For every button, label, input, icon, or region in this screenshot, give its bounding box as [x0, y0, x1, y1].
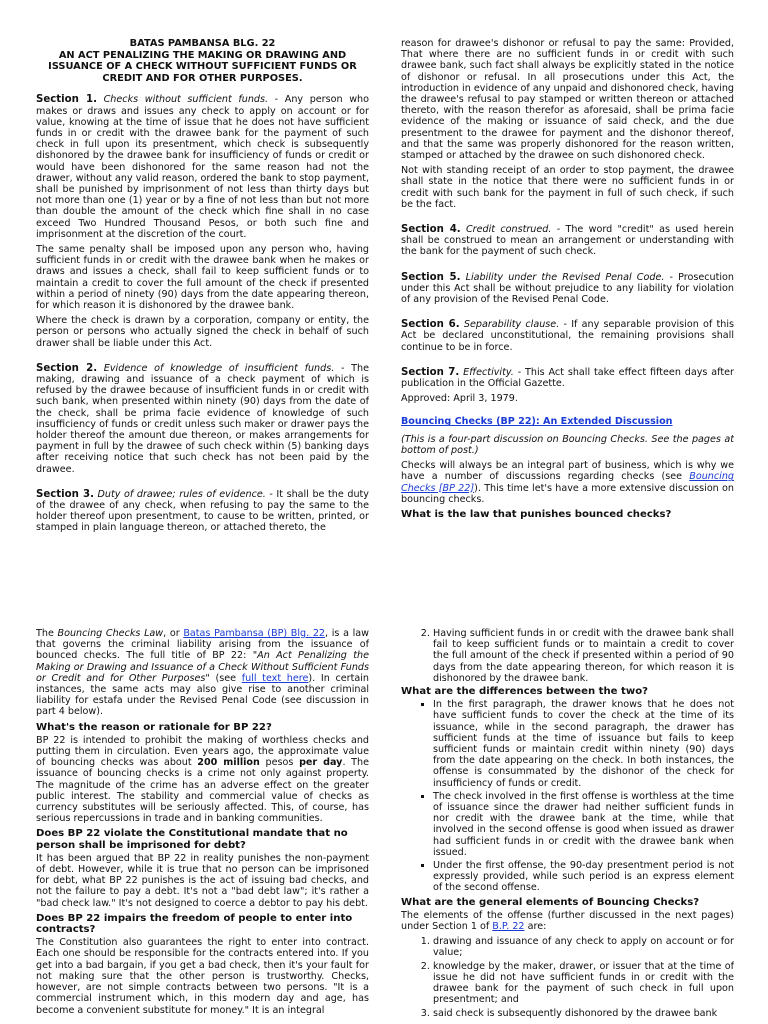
intro-paragraph: [36, 628, 369, 718]
intro-text-d: " (see: [205, 672, 242, 684]
elements-intro-text-b: are:: [524, 921, 547, 933]
intro-full-title: An Act Penalizing the Making or Drawing and Issuance of a Check Without Sufficient Funds or Credit and for Other Purposes: [36, 650, 369, 684]
section-2-text: - The making, drawing and issuance of a check payment of which is refused by the drawee because of insufficient funds in or credit with such bank, when presented within ninety (90) days from the date of the check, shall be prima facie evidence of knowledge of such insufficiency of funds or credit unless such maker or drawer pays the holder thereof the amount due thereon, or makes arrangements for payment in full by the drawee of such check within (5) banking days after receiving notice that such check has not been paid by the drawee.: [36, 362, 369, 475]
discussion-intro-text-a: Checks will always be an integral part of business, which is why we have a number of discussions regarding checks (see: [401, 460, 734, 483]
question-law: What is the law that punishes bounced checks?: [401, 508, 672, 520]
offense-item-2: 2. Having sufficient funds in or credit with the drawee bank shall fail to keep sufficient funds or to maintain a credit to cover the full amount of the check if presented within a period of 90 days from the date appearing thereon, for which reason it is dishonored by the drawee bank.: [433, 628, 734, 684]
elements-intro: [401, 910, 734, 932]
rationale-per-day: per day: [299, 757, 343, 769]
section-3-text: - It shall be the duty of the drawee of any check, when refusing to pay the same to the holder thereof upon presentment, to cause to be written, printed, or stamped in plain language thereon, or attached thereto, the: [36, 488, 369, 534]
question-constitution: Does BP 22 violate the Constitutional mandate that no person shall be imprisoned for debt?: [36, 828, 348, 851]
section-1-title: Checks without sufficient funds.: [103, 94, 269, 106]
difference-item-1: ▪ In the first paragraph, the drawer knows that he does not have sufficient funds to cover the check at the time of its issuance, while in the second paragraph, the drawer has sufficient funds at the time of issuance but fails to keep sufficient funds or maintain credit within ninety (90) days from the date appearing on the check. In both instances, the offense is consummated by the dishonor of the check for insufficiency of funds or credit.: [433, 699, 734, 789]
section-1-heading: Section 1.: [36, 94, 97, 106]
section-7-text: - This Act shall take effect fifteen days after publication in the Official Gazette.: [401, 366, 734, 390]
constitution-paragraph: It has been argued that BP 22 in reality punishes the non-payment of debt. However, while it is true that no person can be imprisoned for debt, what BP 22 punishes is the act of issuing bad checks, and not the failure to pay a debt. It's not a "bad debt law"; it's rather a "bad check law." It's not designed to coerce a debtor to pay his debt.: [36, 852, 369, 909]
discussion-title-link[interactable]: Bouncing Checks (BP 22): An Extended Discussion: [401, 416, 673, 428]
question-differences: What are the differences between the two?: [401, 686, 648, 698]
section-3-title: Duty of drawee; rules of evidence.: [97, 488, 266, 500]
rationale-text-c: . The issuance of bouncing checks is a crime not only against property. The magnitude of the crime has an adverse effect on the greater public interest. The stability and commercial value of checks as currency substitutes will be seriously affected. This, of course, has serious repercussions in trade and in banking communities.: [36, 757, 369, 825]
question-elements: What are the general elements of Bouncing Checks?: [401, 896, 700, 908]
section-3: [36, 489, 369, 534]
discussion-intro-text-b: ). This time let's have a more extensive discussion on bouncing checks.: [401, 482, 734, 505]
section-3-heading: Section 3.: [36, 488, 94, 500]
section-5-text: - Prosecution under this Act shall be without prejudice to any liability for violation of any provision of the Revised Penal Code.: [401, 271, 734, 306]
section-4-heading: Section 4.: [401, 224, 461, 236]
rationale-text-b: pesos: [259, 757, 300, 769]
element-item-3: 3. said check is subsequently dishonored by the drawee bank: [433, 1008, 734, 1019]
full-text-link[interactable]: full text here: [241, 672, 309, 684]
page2-left-column: [36, 628, 369, 1024]
question-rationale: What's the reason or rationale for BP 22?: [36, 721, 272, 733]
section-5-heading: Section 5.: [401, 271, 461, 283]
discussion-intro: [401, 460, 734, 505]
contracts-paragraph: The Constitution also guarantees the right to enter into contract. Each one should be responsible for the contracts entered into. If you get into a bad bargain, if you get a bad check, then it's your fault for not making sure that the other person is trustworthy. Checks, however, are not simple contracts between two persons. "It is a commercial instrument which, in this modern day and age, has become a convenient substitute for money." It is an integral: [36, 937, 369, 1016]
page2-right-column: [401, 628, 734, 1024]
section-7-heading: Section 7.: [401, 366, 460, 378]
section-5-title: Liability under the Revised Penal Code.: [465, 271, 665, 283]
act-number: BATAS PAMBANSA BLG. 22: [129, 38, 276, 49]
rationale-paragraph: [36, 735, 369, 825]
section-6: [401, 319, 734, 353]
rationale-amount: 200 million: [197, 757, 260, 769]
act-title: [36, 38, 369, 84]
rationale-text-a: BP 22 is intended to prohibit the making of worthless checks and putting them in circulation. Even years ago, the approximate value of bouncing checks was about: [36, 734, 369, 769]
difference-item-3: ▪ Under the first offense, the 90-day presentment period is not expressly provided, while such period is an express element of the second offense.: [433, 860, 734, 894]
discussion-title: [401, 416, 734, 427]
section-1-text: - Any person who makes or draws and issues any check to apply on account or for value, knowing at the time of issue that he does not have sufficient funds in or credit with the drawee bank for the payment of such check in full upon its presentment, which check is subsequently dishonored by the drawee bank for insufficiency of funds or credit or would have been dishonored for the same reason had not the drawer, without any valid reason, ordered the bank to stop payment, shall be punished by imprisonment of not less than thirty days but not more than one (1) year or by a fine of not less than but not more than double the amount of the check which fine shall in no case exceed Two Hundred Thousand Pesos, or both such fine and imprisonment at the discretion of the court.: [36, 94, 369, 240]
section-2-heading: Section 2.: [36, 362, 98, 374]
page1-left-column: [36, 38, 369, 552]
page1-right-column: [401, 38, 734, 548]
difference-item-2: ▪ The check involved in the first offense is worthless at the time of issuance since the drawer had neither sufficient funds in nor credit with the drawee bank at the time, while that involved in the second offense is good when issued as drawer had sufficient funds in or credit with the drawee bank when issued.: [433, 791, 734, 858]
intro-text-e: ). In certain instances, the same acts may also give rise to another criminal liability for estafa under the Revised Penal Code (see discussion in part 4 below).: [36, 672, 369, 718]
intro-text-b: , or: [163, 628, 184, 639]
approved-date: Approved: April 3, 1979.: [401, 393, 518, 405]
bp22-link[interactable]: Batas Pambansa (BP) Blg. 22: [183, 628, 326, 639]
elements-intro-text-a: The elements of the offense (further discussed in the next pages) under Section 1 of: [401, 909, 734, 933]
section-3-continued: reason for drawee's dishonor or refusal to pay the same: Provided, That where there are no sufficient funds in or credit with such drawee bank, such fact shall always be explicitly stated in the notice of dishonor or refusal. In all prosecutions under this Act, the introduction in evidence of any unpaid and dishonored check, having the drawee's refusal to pay stamped or written thereon or attached thereto, with the reason therefor as aforesaid, shall be prima facie evidence of the making or issuance of said check, and the due presentment to the drawee for payment and the dishonor thereof, and that the same was properly dishonored for the reason written, stamped or attached by the drawee on such dishonored check.: [401, 38, 734, 162]
section-6-title: Separability clause.: [463, 319, 560, 331]
discussion-note: (This is a four-part discussion on Bouncing Checks. See the pages at bottom of post.): [401, 433, 734, 456]
element-item-2: 2. knowledge by the maker, drawer, or issuer that at the time of issue he did not have sufficient funds in or credit with the drawee bank for the payment of such check in full upon presentment; and: [433, 961, 734, 1006]
section-6-text: - If any separable provision of this Act be declared unconstitutional, the remaining provisions shall continue to be in force.: [401, 319, 734, 353]
section-1-paragraph-2: The same penalty shall be imposed upon any person who, having sufficient funds in or credit with the drawee bank when he makes or draws and issues a check, shall fail to keep sufficient funds or to maintain a credit to cover the full amount of the check if presented within a period of ninety (90) days from the date appearing thereon, for which reason it is dishonored by the drawee bank.: [36, 244, 369, 312]
elements-list: [401, 936, 734, 1018]
section-3-continued-2: Not with standing receipt of an order to stop payment, the drawee shall state in the notice that there were no sufficient funds in or credit with such bank for the payment in full of such check, if such be the fact.: [401, 165, 734, 210]
section-1: [36, 94, 369, 240]
bp22-section-link[interactable]: B.P. 22: [492, 921, 525, 933]
intro-law-name: Bouncing Checks Law: [57, 628, 164, 639]
section-6-heading: Section 6.: [401, 319, 460, 331]
question-contracts: Does BP 22 impairs the freedom of people to enter into contracts?: [36, 912, 353, 936]
section-4: [401, 224, 734, 258]
section-4-text: - The word "credit" as used herein shall be construed to mean an arrangement or understanding with the bank for the payment of such check.: [401, 224, 734, 258]
intro-text-a: The: [36, 628, 58, 639]
section-7-title: Effectivity.: [463, 366, 514, 378]
section-2-title: Evidence of knowledge of insufficient funds.: [103, 362, 335, 374]
section-4-title: Credit construed.: [465, 224, 552, 236]
element-item-1: 1. drawing and issuance of any check to apply on account or for value;: [433, 936, 734, 958]
act-full-title: AN ACT PENALIZING THE MAKING OR DRAWING AND ISSUANCE OF A CHECK WITHOUT SUFFICIENT FUNDS OR CREDIT AND FOR OTHER PURPOSES.: [48, 49, 357, 84]
section-7: [401, 367, 734, 389]
intro-text-c: , is a law that governs the criminal liability arising from the issuance of bounced checks. The full title of BP 22: ": [36, 628, 369, 662]
bouncing-checks-link[interactable]: Bouncing Checks [BP 22]: [401, 471, 734, 494]
offense-list: [401, 628, 734, 684]
differences-list: [401, 699, 734, 893]
section-1-paragraph-3: Where the check is drawn by a corporation, company or entity, the person or persons who actually signed the check in behalf of such drawer shall be liable under this Act.: [36, 315, 369, 349]
section-5: [401, 272, 734, 306]
section-2: [36, 363, 369, 475]
